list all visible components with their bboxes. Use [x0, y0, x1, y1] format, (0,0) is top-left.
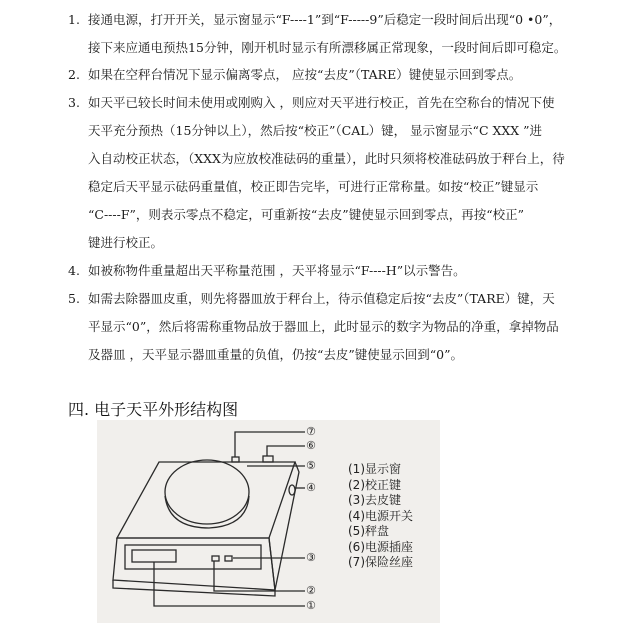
item-number: 3. — [68, 95, 80, 110]
item-line: 如需去除器皿皮重，则先将器皿放于秤台上，待示值稳定后按“去皮”（TARE）键，天 — [88, 291, 555, 306]
callout-6: ⑥ — [306, 439, 316, 452]
display-panel-frame — [125, 545, 261, 569]
component-legend — [348, 462, 413, 571]
item-number: 2. — [68, 67, 80, 82]
item-number: 4. — [68, 263, 80, 278]
power-switch — [289, 485, 295, 495]
item-line: 键进行校正。 — [88, 235, 164, 250]
legend-item: (2)校正键 — [348, 477, 401, 492]
legend-item: (1)显示窗 — [348, 462, 401, 476]
callout-2: ② — [306, 584, 316, 597]
callout-7: ⑦ — [306, 425, 316, 438]
item-line: “C----F”，则表示零点不稳定，可重新按“去皮”键使显示回到零点，再按“校正” — [88, 207, 524, 222]
fuse-holder — [232, 457, 239, 462]
tare-key — [225, 556, 232, 561]
legend-item: (7)保险丝座 — [348, 555, 413, 569]
item-line: 如果在空秤台情况下显示偏离零点， 应按“去皮”（TARE）键使显示回到零点。 — [88, 67, 522, 82]
item-line: 及器皿 ，天平显示器皿重量的负值，仍按“去皮”键使显示回到“0”。 — [88, 347, 463, 362]
balance-structure-diagram — [97, 420, 440, 623]
callout-1: ① — [306, 599, 316, 612]
item-line: 接通电源，打开开关，显示窗显示“F----1”到“F-----9”后稳定一段时间后出现“0 •0”， — [88, 12, 562, 27]
item-line: 如天平已较长时间未使用或刚购入 ，则应对天平进行校正，首先在空称台的情况下使 — [88, 95, 555, 110]
cal-key — [212, 556, 219, 561]
balance-top-surface — [117, 462, 295, 538]
callout-3: ③ — [306, 551, 316, 564]
item-line: 入自动校正状态，（XXX为应放校准砝码的重量），此时只须将校准砝码放于秤台上，待 — [88, 151, 565, 166]
legend-item: (5)秤盘 — [348, 524, 389, 538]
item-line: 接下来应通电预热15分钟，刚开机时显示有所漂移属正常现象，一段时间后即可稳定。 — [88, 40, 567, 55]
weighing-pan — [165, 460, 249, 524]
item-line: 如被称物件重量超出天平称量范围 ，天平将显示“F----H”以示警告。 — [88, 263, 466, 278]
item-number: 5. — [68, 291, 80, 306]
balance-front-face — [113, 538, 275, 590]
display-window — [132, 550, 176, 562]
item-number: 1. — [68, 12, 80, 27]
section-heading: 四. 电子天平外形结构图 — [68, 400, 239, 419]
legend-item: (3)去皮键 — [348, 493, 401, 507]
power-socket — [263, 456, 273, 462]
item-line: 天平充分预热（15分钟以上），然后按“校正”（CAL）键， 显示窗显示“C XXX ”进 — [88, 123, 543, 138]
callout-4: ④ — [306, 481, 316, 494]
callout-5: ⑤ — [306, 459, 316, 472]
legend-item: (4)电源开关 — [348, 508, 413, 523]
item-line: 平显示“0”，然后将需称重物品放于器皿上，此时显示的数字为物品的净重，拿掉物品 — [88, 319, 559, 334]
item-line: 稳定后天平显示砝码重量值，校正即告完毕，可进行正常称量。如按“校正”键显示 — [88, 179, 539, 194]
legend-item: (6)电源插座 — [348, 539, 413, 554]
